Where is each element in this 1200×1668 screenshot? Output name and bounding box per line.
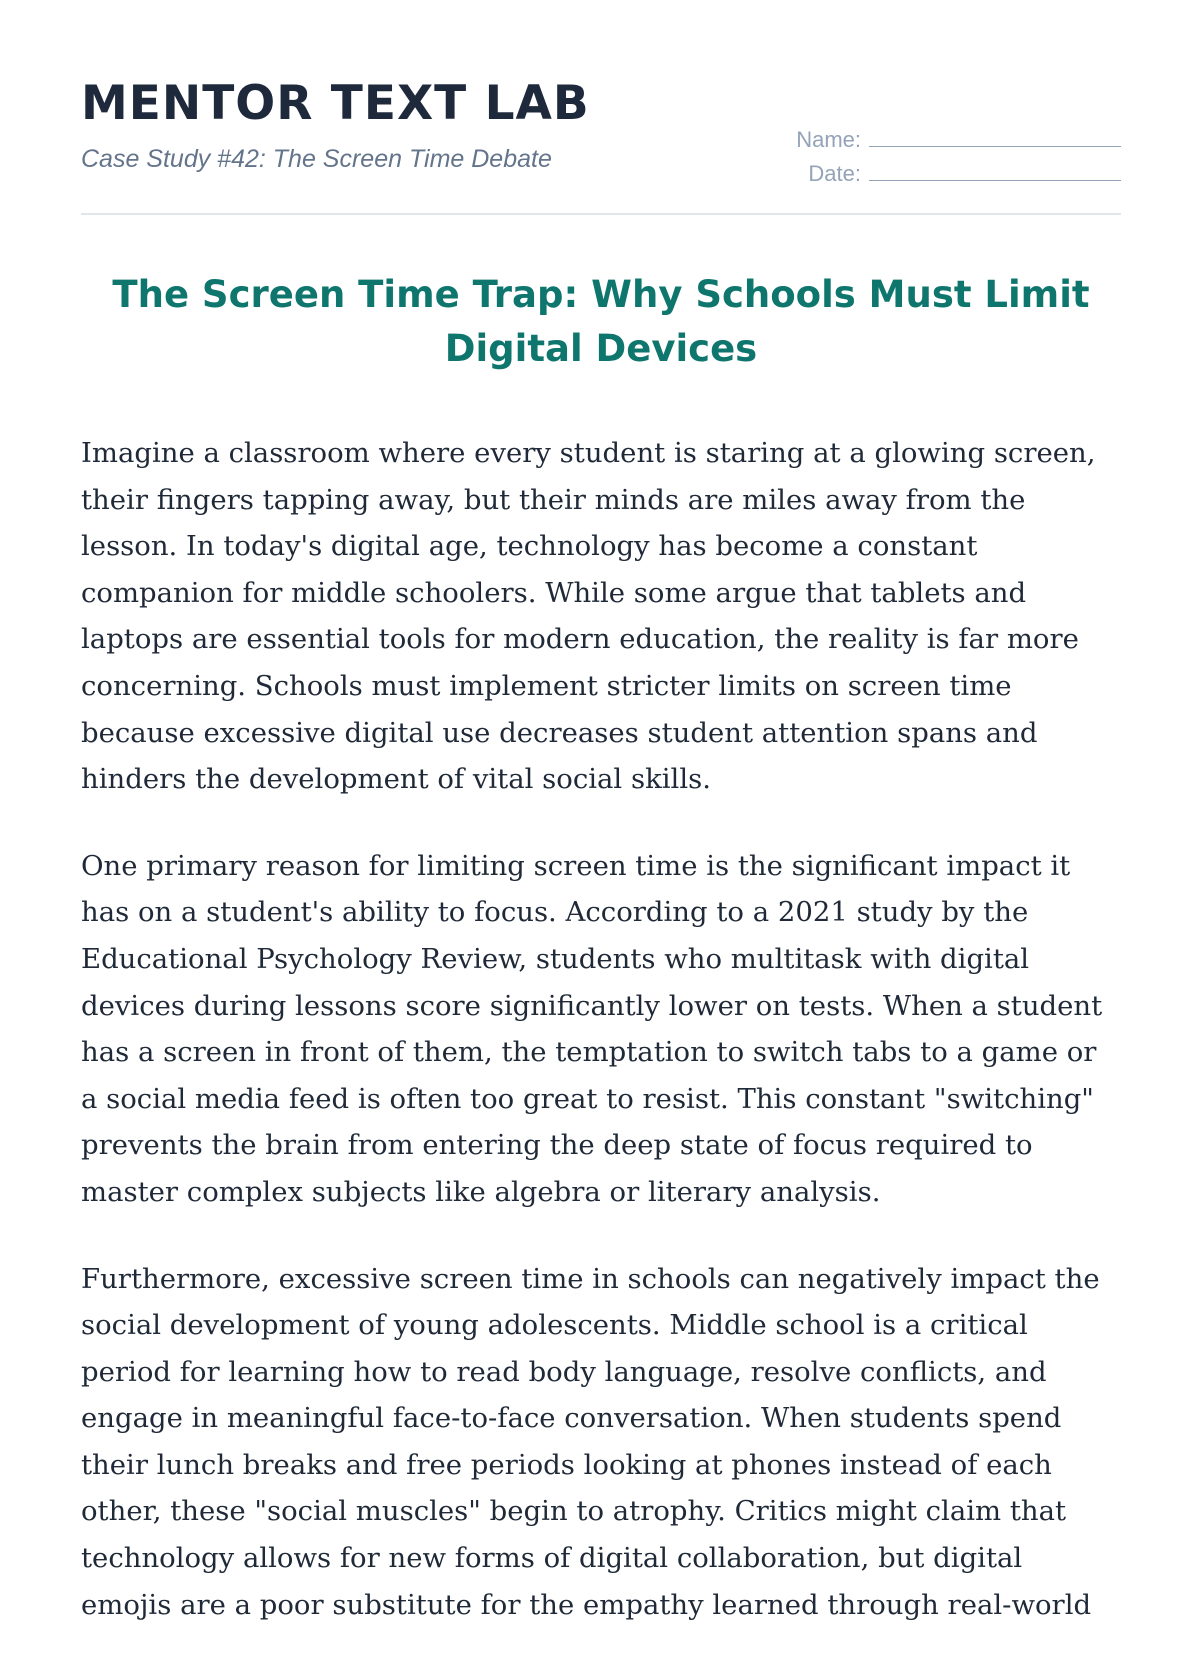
date-field-row [796, 153, 1121, 187]
name-label: Name: [796, 127, 861, 152]
article-paragraph: Imagine a classroom where every student is staring at a glowing screen, their fingers tapping away, but their minds are miles away from the lesson. In today's digital age, technology has become a constant companion for middle schoolers. While some argue that tablets and laptops are essential tools for modern education, the reality is far more concerning. Schools must implement stricter limits on screen time because excessive digital use decreases student attention spans and hinders the development of vital social skills. [81, 437, 1096, 796]
article-body [81, 430, 1121, 1668]
worksheet-page [81, 0, 1121, 1621]
article-paragraph: One primary reason for limiting screen time is the significant impact it has on a student's ability to focus. According to a 2021 study by the Educational Psychology Review, students who multitask with digital devices during lessons score significantly lower on tests. When a student has a screen in front of them, the temptation to switch tabs to a game or a social media feed is often too great to resist. This constant "switching" prevents the brain from entering the deep state of focus required to master complex subjects like algebra or literary analysis. [81, 849, 1103, 1208]
date-field[interactable] [869, 160, 1121, 181]
name-field[interactable] [869, 126, 1121, 147]
student-fields [796, 119, 1121, 187]
case-study-subtitle: Case Study #42: The Screen Time Debate [81, 145, 552, 173]
article-title: The Screen Time Trap: Why Schools Must Limit Digital Devices [112, 273, 1090, 370]
name-field-row [796, 119, 1121, 153]
worksheet-header [81, 0, 1121, 215]
brand-title: MENTOR TEXT LAB [81, 76, 590, 131]
date-label: Date: [808, 161, 861, 186]
article-paragraph: Furthermore, excessive screen time in schools can negatively impact the social development of young adolescents. Middle school is a critical period for learning how to read body language, resolve conflicts, and engage in meaningful face-to-face conversation. When students spend their lunch breaks and free periods looking at phones instead of each other, these "social muscles" begin to atrophy. Critics might claim that technology allows for new forms of digital collaboration, but digital emojis are a poor substitute for the empathy learned through real-world [81, 1262, 1100, 1621]
